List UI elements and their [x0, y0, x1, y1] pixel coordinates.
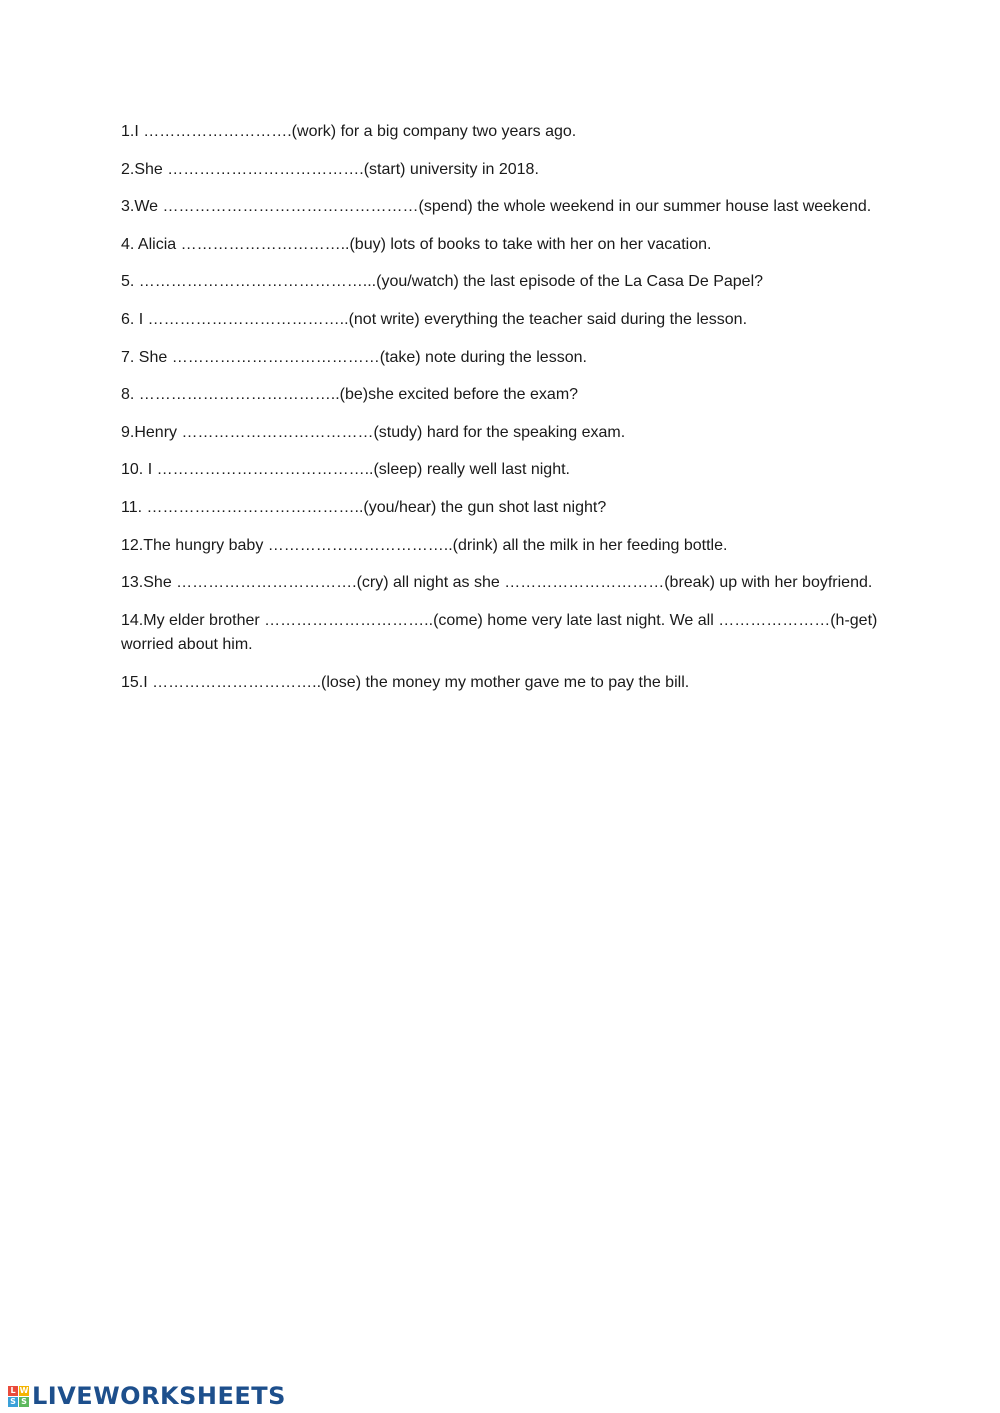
exercise-item-14: 14.My elder brother …………………………..(come) home very late last night. We all …………………(h-get) worried about him.: [121, 611, 878, 653]
logo-blocks-icon: [8, 1386, 29, 1407]
exercise-item-4: 4. Alicia …………………………..(buy) lots of books to take with her on her vacation.: [121, 235, 712, 253]
exercise-item-5: 5. ……………………………………...(you/watch) the last episode of the La Casa De Papel?: [121, 273, 764, 291]
exercise-item-13: 13.She …………………………….(cry) all night as she …………………………(break) up with her boyfriend.: [121, 574, 873, 592]
worksheet: [121, 120, 881, 708]
exercise-item-15: 15.I …………………………..(lose) the money my mother gave me to pay the bill.: [121, 673, 690, 691]
exercise-item-7: 7. She …………………………………(take) note during the lesson.: [121, 348, 587, 366]
exercise-item-9: 9.Henry ………………………………(study) hard for the speaking exam.: [121, 423, 626, 441]
exercise-item-3: 3.We …………………………………………(spend) the whole weekend in our summer house last weekend.: [121, 198, 872, 216]
logo-block-l: L: [8, 1386, 18, 1396]
logo-block-s1: S: [8, 1397, 18, 1407]
logo-block-s2: S: [19, 1397, 29, 1407]
exercise-item-2: 2.She ……………………………….(start) university in 2018.: [121, 160, 539, 178]
exercise-item-11: 11. …………………………………..(you/hear) the gun shot last night?: [121, 498, 607, 516]
liveworksheets-logo: [8, 1382, 286, 1410]
exercise-item-8: 8. ………………………………..(be)she excited before the exam?: [121, 386, 579, 404]
exercise-item-10: 10. I …………………………………..(sleep) really well last night.: [121, 461, 570, 479]
exercise-item-6: 6. I ………………………………..(not write) everything the teacher said during the lesson.: [121, 310, 748, 328]
logo-text: LIVEWORKSHEETS: [32, 1382, 286, 1410]
exercise-item-1: 1.I ……………………….(work) for a big company two years ago.: [121, 123, 577, 140]
logo-block-w: W: [19, 1385, 29, 1395]
exercise-item-12: 12.The hungry baby ……………………………..(drink) all the milk in her feeding bottle.: [121, 536, 728, 554]
